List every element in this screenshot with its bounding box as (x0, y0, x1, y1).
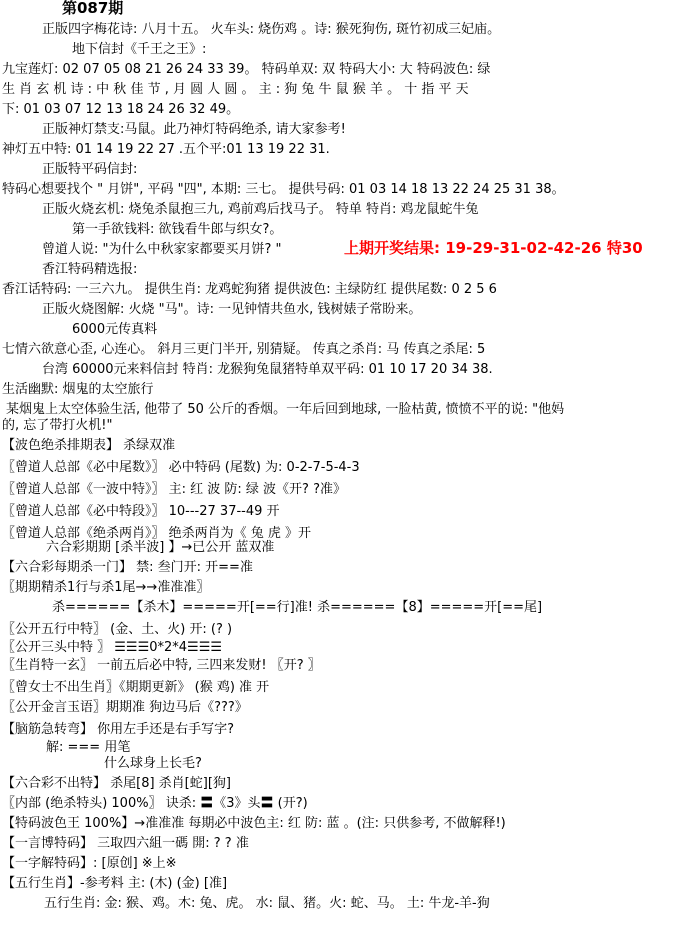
brain-teaser: 【脑筋急转弯】 你用左手还是右手写字? (2, 722, 235, 737)
one-char-special: 【一字解特码】: [原创] ※上※ (2, 856, 177, 871)
zeng-says: 曾道人说: "为什么中秋家家都要买月饼? " (42, 242, 282, 257)
mooncake-line: 特码心想要找个 " 月饼", 平码 "四", 本期: 三七。 提供号码: 01 03 14 18 13 22 24 25 31 38。 (2, 182, 565, 197)
three-heads-special: 〖公开三头中特 〗 ☰☰☰0*2*4☰☰☰ (2, 640, 223, 655)
brain-teaser-answer: 解: === 用笔 (46, 740, 131, 755)
divine-lamp-ban: 正版神灯禁支:马鼠。此乃神灯特码绝杀, 请大家参考! (42, 122, 346, 137)
fire-diagram: 正版火烧图解: 火烧 "马"。诗: 一见钟情共鱼水, 钱树婊子常盼来。 (42, 302, 422, 317)
fire-mystery: 正版火烧玄机: 烧兔杀鼠抱三九, 鸡前鸡后找马子。 特单 特肖: 鸡龙鼠蛇牛兔 (42, 202, 479, 217)
five-elements-special: 〖公开五行中特〗 (金、土、火) 开: (? ) (2, 622, 233, 637)
humor-body-end: 的, 忘了带打火机!" (2, 418, 113, 433)
first-hand-material: 第一手欲钱料: 欲钱看牛郎与织女?。 (72, 222, 283, 237)
zeng-one-wave: 〖曾道人总部《一波中特》〗 主: 红 波 防: 绿 波《开? ?准》 (2, 482, 346, 497)
zodiac-mystery: 〖生肖特一玄〗 一前五后必中特, 三四来发财! 〖开? 〗 (2, 658, 321, 673)
ms-no-zodiac: 〖曾女士不出生肖〗《期期更新》 (猴 鸡) 准 开 (2, 680, 270, 695)
zodiac-poem: 生 肖 玄 机 诗 : 中 秋 佳 节 , 月 圆 人 圆 。 主 : 狗 兔 牛 鼠 猴 羊 。 十 指 平 天 (2, 82, 469, 97)
ten-fingers-numbers: 下: 01 03 07 12 13 18 24 26 32 49。 (2, 102, 240, 117)
humor-body: 某烟鬼上太空体验生活, 他带了 50 公斤的香烟。一年后回到地球, 一脸枯黄, 愤愤不平的说: "他妈 (6, 402, 565, 417)
kill-one-gate: 【六合彩每期杀一门】 禁: 叁门开: 开==准 (2, 560, 253, 575)
xiangjiang-code: 香江话特码: 一三六九。 提供生肖: 龙鸡蛇狗猪 提供波色: 主绿防红 提供尾数: 0 2 5 6 (2, 282, 497, 297)
wave-kill-table: 【波色绝杀排期表】 杀绿双准 (2, 438, 176, 453)
plum-poem: 正版四字梅花诗: 八月十五。 火车头: 烧伤鸡 。诗: 猴死狗伤, 斑竹初成三妃庙。 (42, 22, 501, 37)
brain-teaser-question: 什么球身上长毛? (104, 756, 202, 771)
taiwan-envelope: 台湾 60000元来料信封 特肖: 龙猴狗兔鼠猪特单双平码: 01 10 17 20 34 38. (42, 362, 493, 377)
no-special-out: 【六合彩不出特】 杀尾[8] 杀肖[蛇][狗] (2, 776, 231, 791)
nine-lotus-lamp: 九宝莲灯: 02 07 05 08 21 26 24 33 39。 特码单双: 双 特码大小: 大 特码波色: 绿 (2, 62, 491, 77)
internal-kill-head: 〖内部 (绝杀特头) 100%〗 诀杀: 〓《3》头〓 (开?) (2, 796, 308, 811)
divine-lamp-five: 神灯五中特: 01 14 19 22 27 .五个平:01 13 19 22 31. (2, 142, 330, 157)
last-draw-result: 上期开奖结果: 19-29-31-02-42-26 特30 (344, 239, 643, 257)
wave-king: 【特码波色王 100%】→准准准 每期必中波色主: 红 防: 蓝 。(注: 只供参考, 不做解释!) (2, 816, 506, 831)
half-wave-kill: 六合彩期期 [杀半波] 】→已公开 蓝双准 (46, 540, 275, 555)
humor-title: 生活幽默: 烟鬼的太空旅行 (2, 382, 154, 397)
fax-material-label: 6000元传真料 (72, 322, 158, 337)
kill-wood-eight: 杀======【杀木】=====开[==行]准! 杀======【8】=====开[==尾] (52, 600, 543, 615)
seven-emotions: 七情六欲意心歪, 心连心。 斜月三更门半开, 别猜疑。 传真之杀肖: 马 传真之杀尾: 5 (2, 342, 486, 357)
zeng-kill-two: 〖曾道人总部《绝杀两肖》〗 绝杀两肖为《 兔 虎 》开 (2, 526, 312, 541)
one-word-special: 【一言博特码】 三取四六組一碼 開: ? ? 准 (2, 836, 249, 851)
five-elements-zodiac: 【五行生肖】-参考料 主: (木) (金) [准] (2, 876, 228, 891)
zeng-tail-numbers: 〖曾道人总部《必中尾数》〗 必中特码 (尾数) 为: 0-2-7-5-4-3 (2, 460, 360, 475)
kill-row-tail: 〖期期精杀1行与杀1尾→→准准准〗 (2, 580, 210, 595)
issue-title: 第087期 (62, 0, 124, 17)
zeng-special-range: 〖曾道人总部《必中特段》〗 10---27 37--49 开 (2, 504, 280, 519)
golden-words: 〖公开金言玉语〗期期准 狗边马后《???》 (2, 700, 248, 715)
xiangjiang-report-title: 香江特码精选报: (42, 262, 138, 277)
five-elements-list: 五行生肖: 金: 猴、鸡。木: 兔、虎。 水: 鼠、猪。火: 蛇、马。 土: 牛龙-羊-狗 (44, 896, 490, 911)
flat-code-envelope: 正版特平码信封: (42, 162, 138, 177)
underground-envelope: 地下信封《千王之王》: (72, 42, 207, 57)
